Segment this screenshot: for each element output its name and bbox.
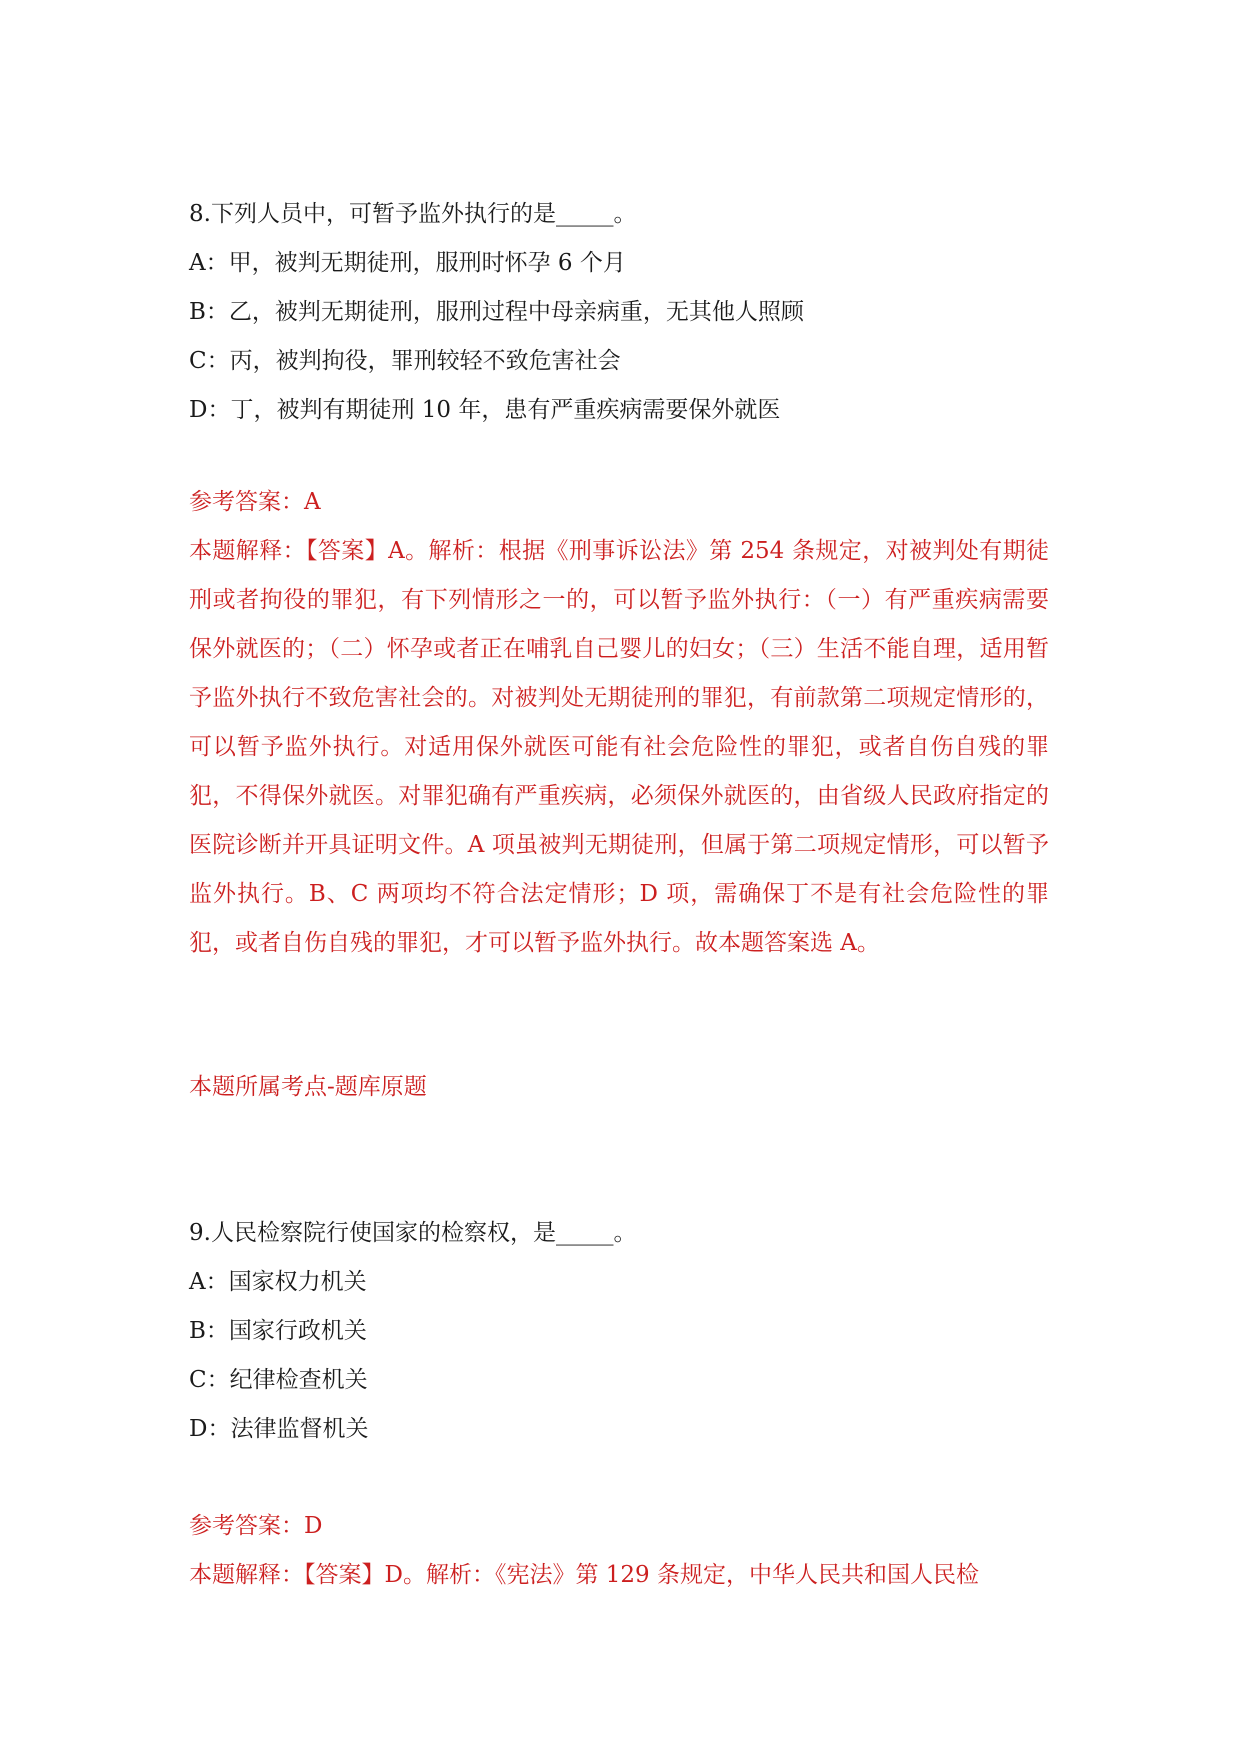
- option-b: B：国家行政机关: [189, 1318, 367, 1344]
- option-a: A：国家权力机关: [189, 1269, 367, 1295]
- explanation-text: 本题解释：【答案】D。解析：《宪法》第 129 条规定，中华人民共和国人民检: [189, 1562, 979, 1588]
- option-b: B：乙，被判无期徒刑，服刑过程中母亲病重，无其他人照顾: [189, 299, 804, 325]
- topic-label: 本题所属考点-题库原题: [189, 1074, 427, 1100]
- topic-tag: [189, 1063, 1049, 1112]
- reference-answer: 参考答案：D: [189, 1513, 323, 1539]
- answer-block-8: [189, 478, 1049, 968]
- option-c: C：纪律检查机关: [189, 1367, 368, 1393]
- question-stem: 8.下列人员中，可暂予监外执行的是_____。: [189, 201, 637, 227]
- explanation-text: 本题解释：【答案】A。解析：根据《刑事诉讼法》第 254 条规定，对被判处有期徒刑或者拘役的罪犯，有下列情形之一的，可以暂予监外执行：（一）有严重疾病需要保外就医的；（二）怀孕或者正在哺乳自己婴儿的妇女；（三）生活不能自理，适用暂予监外执行不致危害社会的。对被判处无期徒刑的罪犯，有前款第二项规定情形的，可以暂予监外执行。对适用保外就医可能有社会危险性的罪犯，或者自伤自残的罪犯，不得保外就医。对罪犯确有严重疾病，必须保外就医的，由省级人民政府指定的医院诊断并开具证明文件。A 项虽被判无期徒刑，但属于第二项规定情形，可以暂予监外执行。B、C 两项均不符合法定情形；D 项，需确保丁不是有社会危险性的罪犯，或者自伤自残的罪犯，才可以暂予监外执行。故本题答案选 A。: [189, 538, 1049, 956]
- question-stem: 9.人民检察院行使国家的检察权，是_____。: [189, 1220, 637, 1246]
- reference-answer: 参考答案：A: [189, 489, 321, 515]
- option-a: A：甲，被判无期徒刑，服刑时怀孕 6 个月: [189, 250, 626, 276]
- option-c: C：丙，被判拘役，罪刑较轻不致危害社会: [189, 348, 621, 374]
- question-8: [189, 190, 1049, 435]
- option-d: D：丁，被判有期徒刑 10 年，患有严重疾病需要保外就医: [189, 397, 781, 423]
- answer-block-9: [189, 1502, 1049, 1600]
- option-d: D：法律监督机关: [189, 1416, 369, 1442]
- question-9: [189, 1209, 1049, 1454]
